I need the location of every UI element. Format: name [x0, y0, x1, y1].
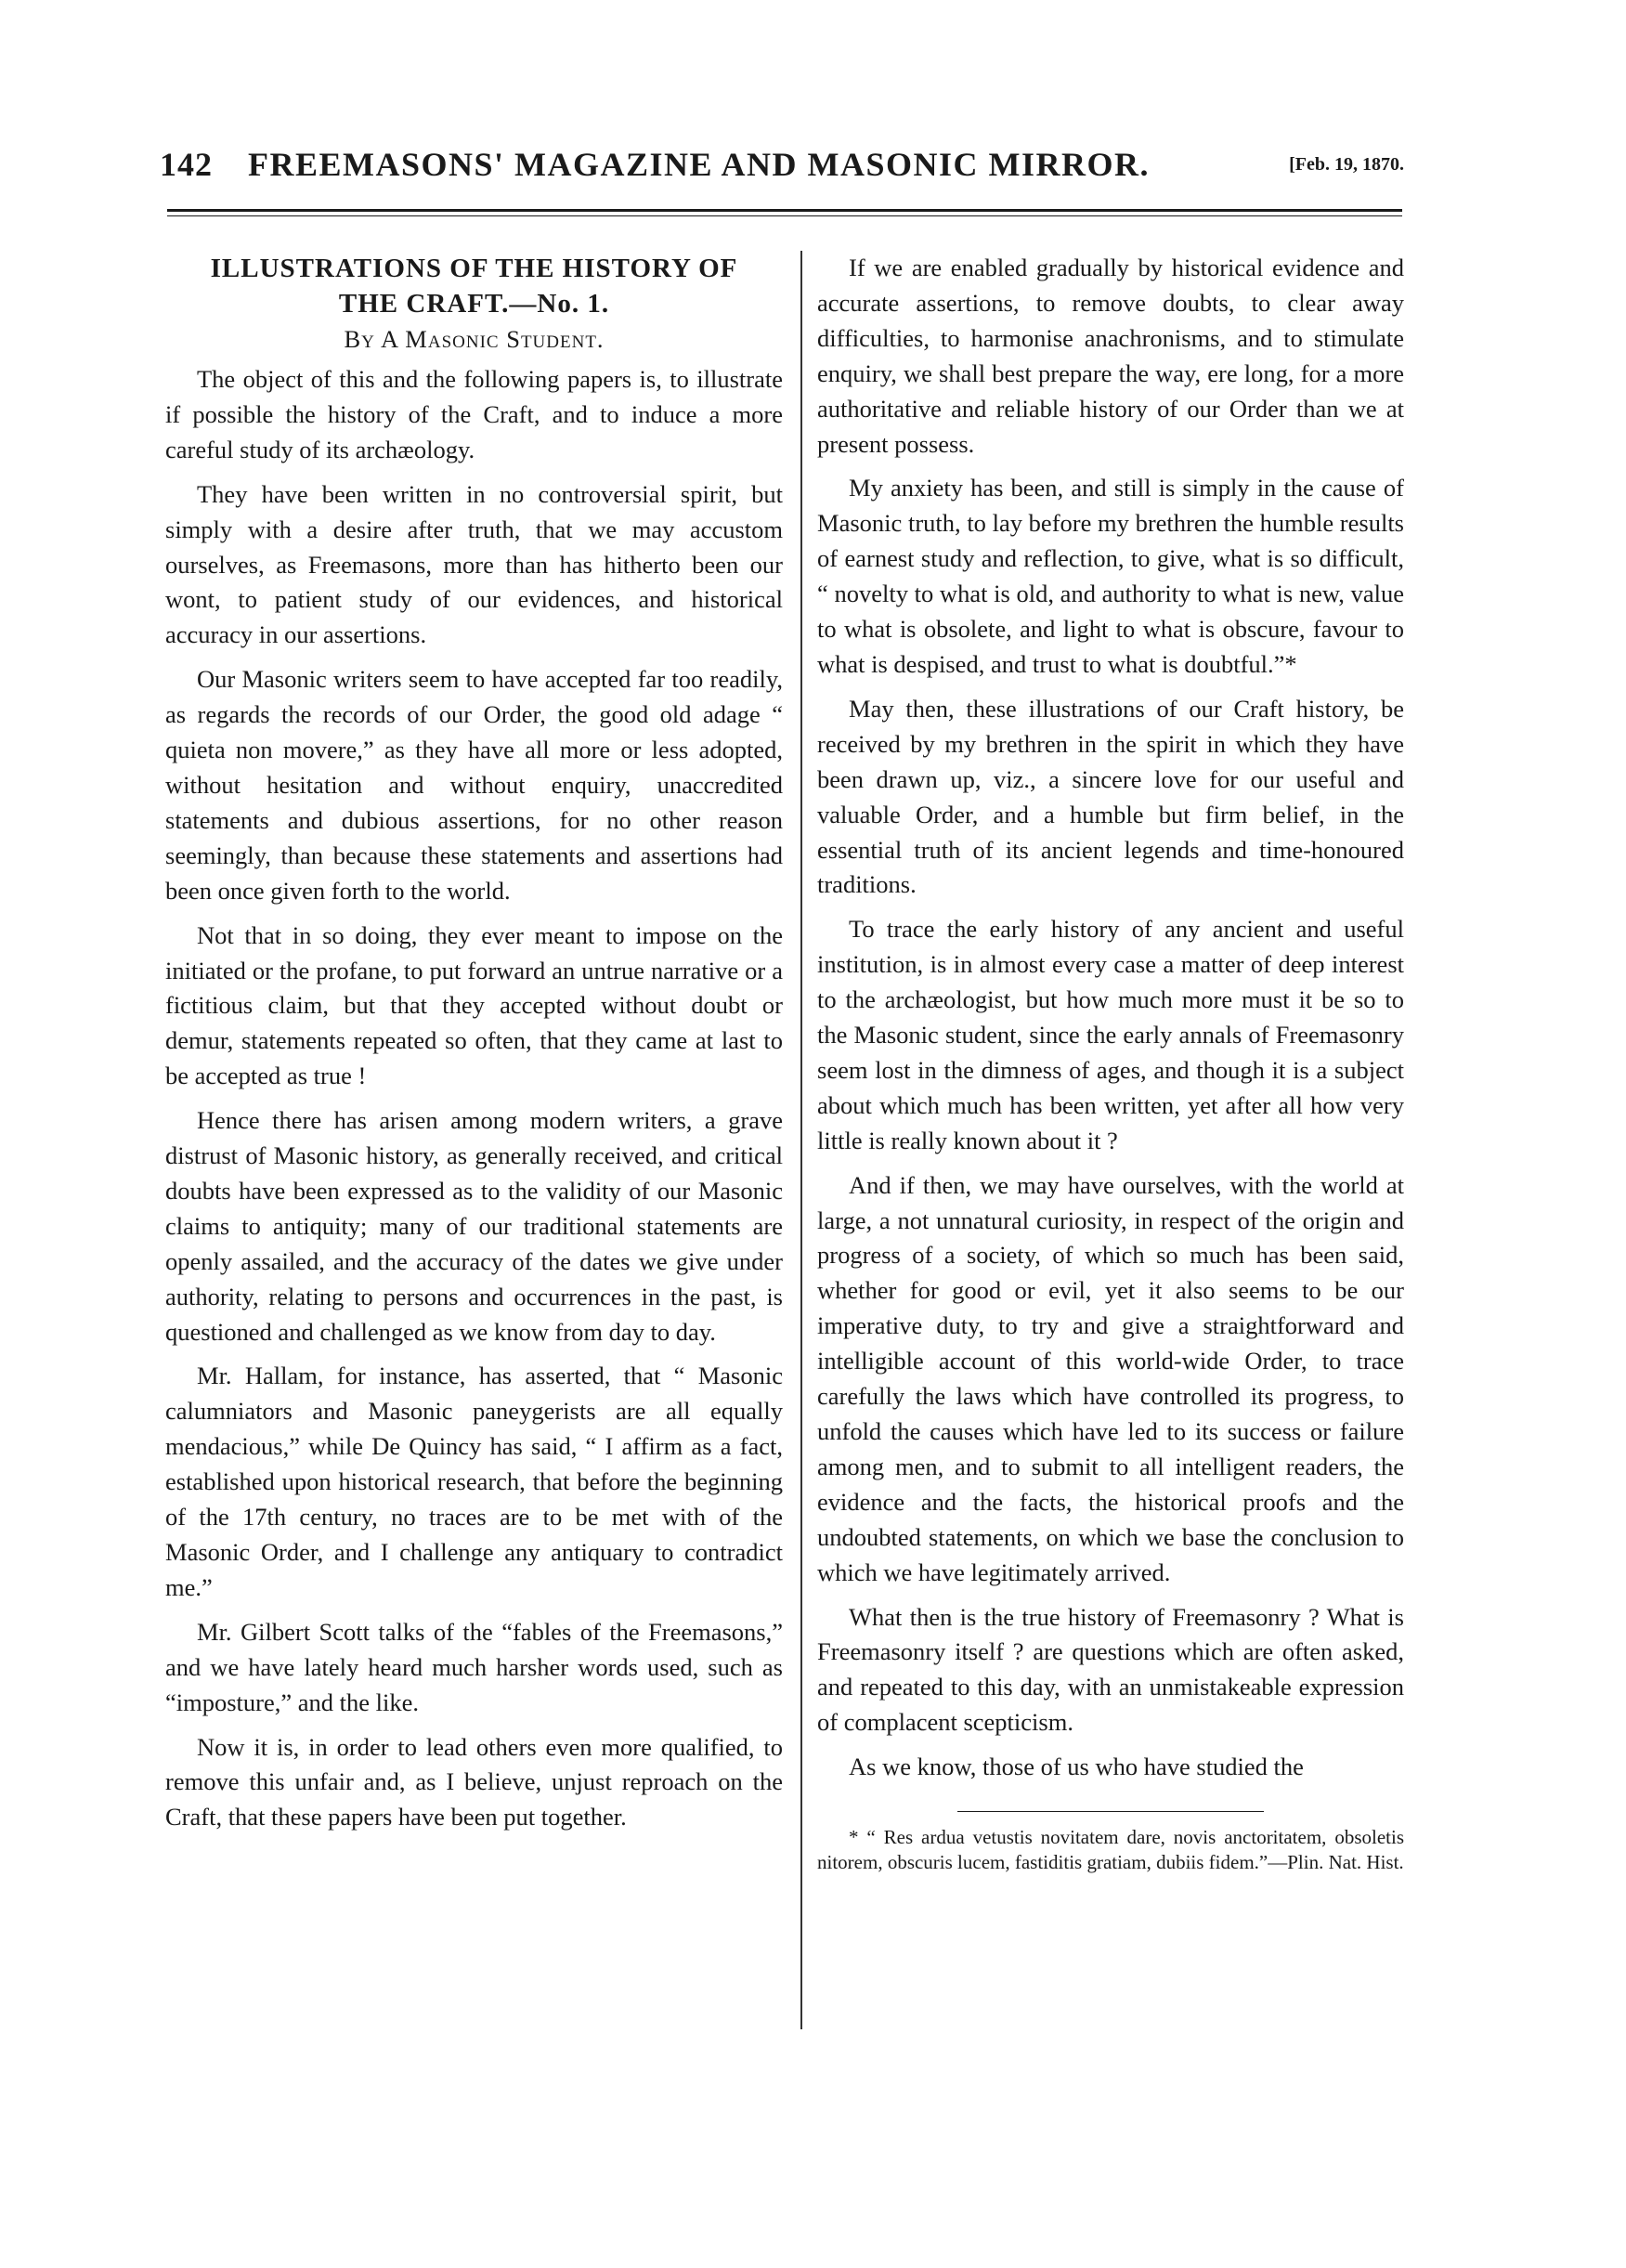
paragraph: Now it is, in order to lead others even more qualified, to remove this unfair and, as I believe, unjust reproach on the Craft, that these papers have been put together.: [165, 1732, 783, 1831]
paragraph: Mr. Hallam, for instance, has asserted, that “ Masonic calumniators and Masonic paneygerists are all equally mendacious,” while De Quincy has said, “ I affirm as a fact, established upon historical research, that before the beginning of the 17th century, no traces are to be met with of the Masonic Order, and I challenge any antiquary to contradict me.”: [165, 1362, 783, 1601]
paragraph: The object of this and the following papers is, to illustrate if possible the history of the Craft, and to induce a more careful study of its archæology.: [165, 365, 783, 463]
paragraph: Mr. Gilbert Scott talks of the “fables of the Freemasons,” and we have lately heard much harsher words used, such as “imposture,” and the like.: [165, 1617, 783, 1716]
magazine-title: FREEMASONS' MAGAZINE AND MASONIC MIRROR.: [248, 146, 1151, 183]
paragraph: Not that in so doing, they ever meant to impose on the initiated or the profane, to put forward an untrue narrative or a fictitious claim, but that they accepted without doubt or demur, statements repeated so often, that they came at last to be accepted as true !: [165, 920, 783, 1090]
header-rule-thick: [167, 209, 1402, 212]
paragraph: To trace the early history of any ancient and useful institution, is in almost every case a matter of deep interest to the archæologist, but how much more must it be so to the Masonic student, since the early annals of Freemasonry seem lost in the dimness of ages, and though it is a subject about which much has been written, yet after all how very little is really known about it ?: [817, 915, 1404, 1154]
article-title-line2: THE CRAFT.—No. 1.: [338, 289, 610, 319]
column-divider: [800, 251, 802, 2029]
header-rule-thin: [167, 215, 1402, 216]
page-number: 142: [160, 146, 213, 183]
footnote-rule: [957, 1811, 1264, 1812]
right-column: [817, 251, 1404, 1884]
issue-date: [Feb. 19, 1870.: [1289, 154, 1404, 175]
footnote: * “ Res ardua vetustis novitatem dare, novis anctoritatem, obsoletis nitorem, obscuris lucem, fastiditis gratiam, dubiis fidem.”—Plin. Nat. Hist.: [817, 1826, 1404, 1874]
paragraph: What then is the true history of Freemasonry ? What is Freemasonry itself ? are questions which are often asked, and repeated to this day, with an unmistakeable expression of complacent scepticism.: [817, 1602, 1404, 1737]
left-column: [165, 251, 783, 1844]
paragraph: May then, these illustrations of our Craft history, be received by my brethren in the spirit in which they have been drawn up, viz., a sincere love for our useful and valuable Order, and a humble but firm belief, in the essential truth of its ancient legends and time-honoured traditions.: [817, 694, 1404, 899]
paragraph: They have been written in no controversial spirit, but simply with a desire after truth, that we may accustom ourselves, as Freemasons, more than has hitherto been our wont, to patient study of our evidences, and historical accuracy in our assertions.: [165, 479, 783, 649]
paragraph: Hence there has arisen among modern writers, a grave distrust of Masonic history, as generally received, and critical doubts have been expressed as to the validity of our Masonic claims to antiquity; many of our traditional statements are openly assailed, and the accuracy of the dates we give under authority, relating to persons and occurrences in the past, is questioned and challenged as we know from day to day.: [165, 1106, 783, 1346]
byline: By A Masonic Student.: [344, 325, 605, 353]
article-title-line1: ILLUSTRATIONS OF THE HISTORY OF: [210, 254, 738, 283]
running-head: [160, 139, 1404, 195]
paragraph: If we are enabled gradually by historical evidence and accurate assertions, to remove doubts, to clear away difficulties, to harmonise anachronisms, and to stimulate enquiry, we shall best prepare the way, ere long, for a more authoritative and reliable history of our Order than we at present possess.: [817, 254, 1404, 458]
paragraph: As we know, those of us who have studied the: [849, 1753, 1304, 1781]
paragraph: Our Masonic writers seem to have accepted far too readily, as regards the records of our Order, the good old adage “ quieta non movere,” as they have all more or less adopted, without hesitation and without enquiry, unaccredited statements and dubious assertions, for no other reason seemingly, than because these statements and assertions had been once given forth to the world.: [165, 665, 783, 905]
paragraph: My anxiety has been, and still is simply in the cause of Masonic truth, to lay before my brethren the humble results of earnest study and reflection, to give, what is so difficult, “ novelty to what is old, and authority to what is new, value to what is obsolete, and light to what is obscure, favour to what is despised, and trust to what is doubtful.”*: [817, 474, 1404, 678]
paragraph: And if then, we may have ourselves, with the world at large, a not unnatural curiosity, in respect of the origin and progress of a society, of which so much has been said, whether for good or evil, yet it also seems to be our imperative duty, to try and give a straightforward and intelligible account of this world-wide Order, to trace carefully the laws which have controlled its progress, to unfold the causes which have led to its success or failure among men, and to submit to all intelligent readers, the evidence and the facts, the historical proofs and the undoubted statements, on which we base the conclusion to which we have legitimately arrived.: [817, 1170, 1404, 1586]
